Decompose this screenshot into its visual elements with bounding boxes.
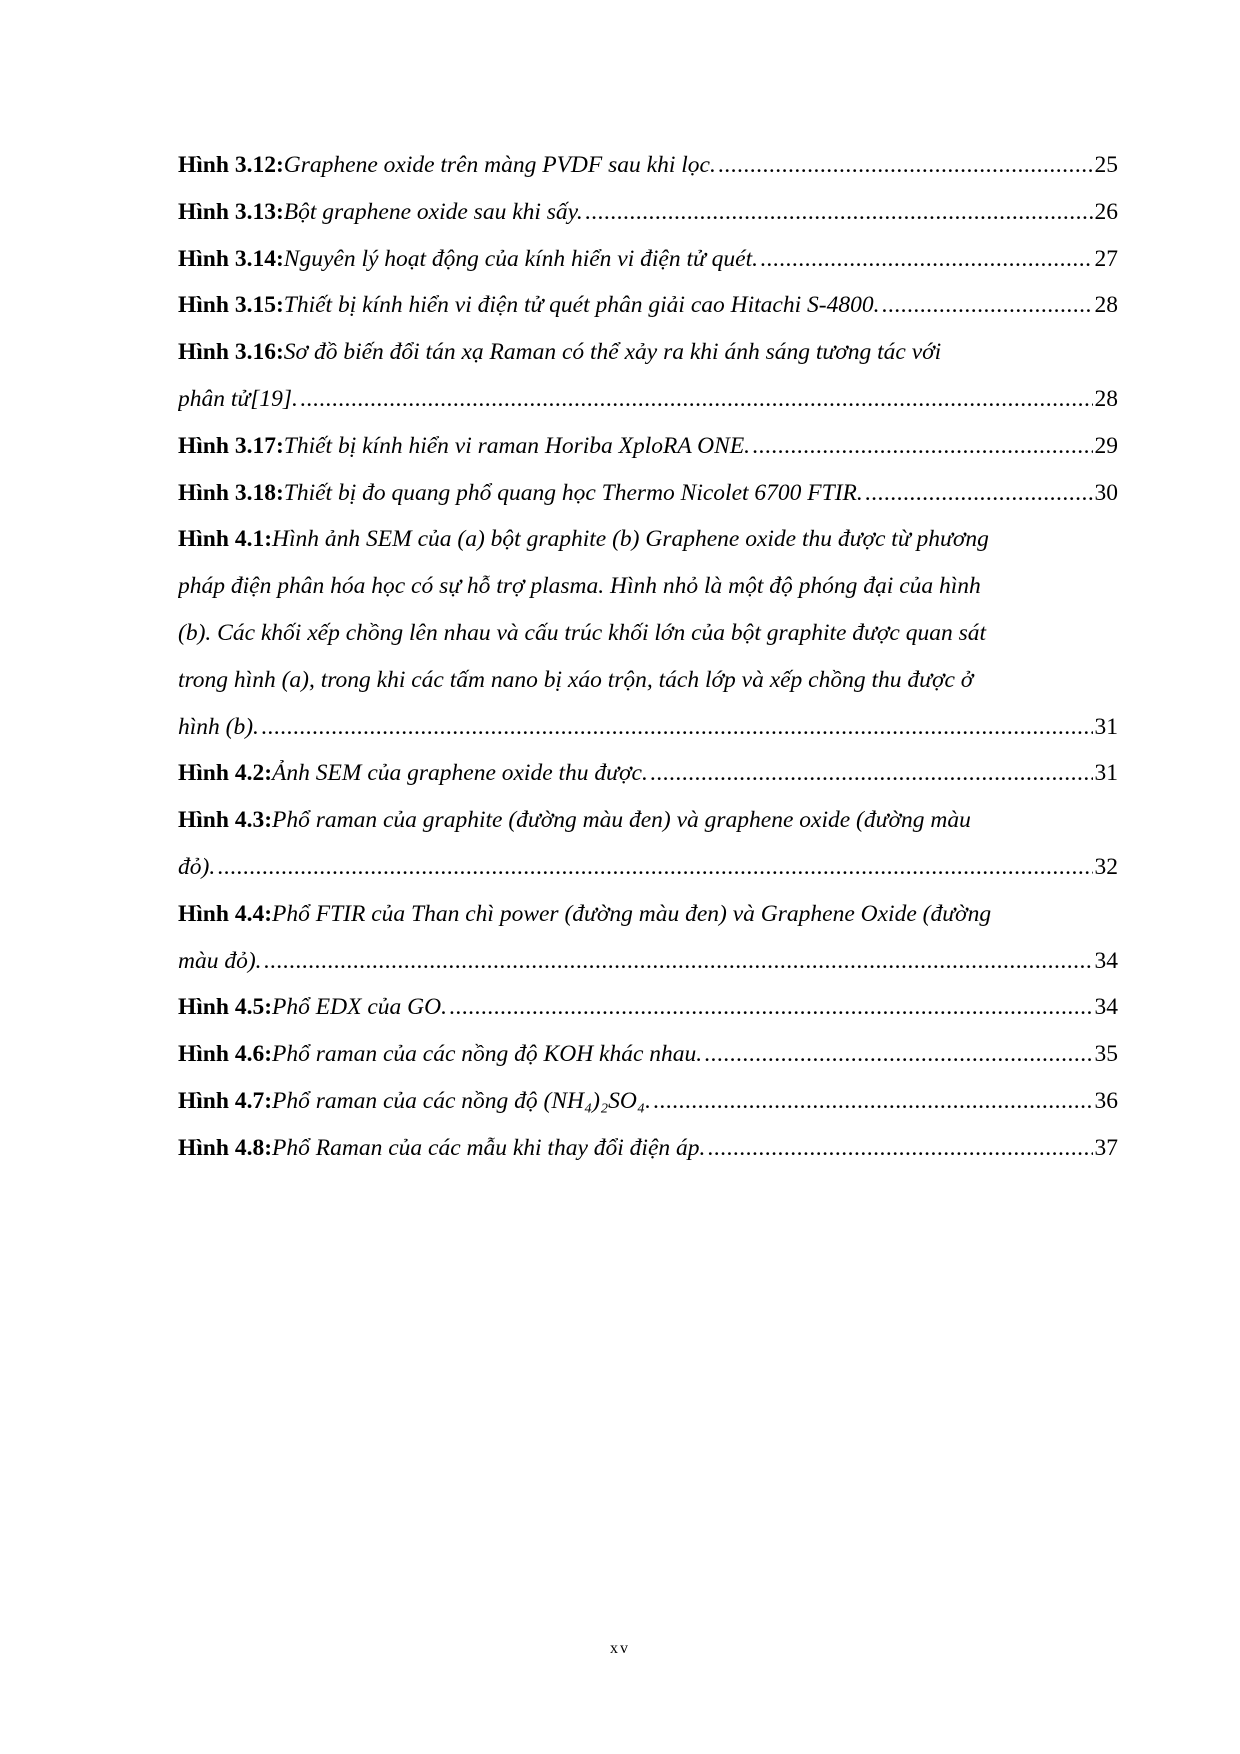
dot-leader (585, 189, 1093, 236)
toc-entry (178, 189, 1118, 236)
figure-label: Hình 3.18: (178, 479, 284, 506)
toc-entry-line-last (178, 376, 1118, 423)
figure-caption: Thiết bị đo quang phổ quang học Thermo Nicolet 6700 FTIR. (283, 479, 863, 506)
figure-label: Hình 4.6: (178, 1041, 273, 1068)
figure-caption: Phổ raman của các nồng độ KOH khác nhau. (272, 1041, 703, 1068)
toc-entry (178, 984, 1118, 1031)
toc-entry (178, 423, 1118, 470)
figure-page-number: 36 (1094, 1087, 1118, 1114)
figure-label: Hình 4.7: (178, 1087, 273, 1114)
figure-caption: phân tử[19]. (178, 385, 298, 412)
dot-leader (865, 470, 1093, 517)
dot-leader (261, 704, 1093, 751)
figure-caption: Phổ raman của các nồng độ (NH₄)₂SO₄. (272, 1087, 651, 1114)
toc-entry-line-last (178, 423, 1118, 470)
toc-entry-line-last (178, 236, 1118, 283)
figure-page-number: 32 (1094, 853, 1118, 880)
figure-page-number: 31 (1094, 713, 1118, 740)
toc-entry (178, 1031, 1118, 1078)
toc-entry (178, 750, 1118, 797)
figure-caption: Phổ FTIR của Than chì power (đường màu đen) và Graphene Oxide (đường (272, 900, 992, 927)
dot-leader (707, 1125, 1092, 1172)
figure-caption: Phổ Raman của các mẫu khi thay đổi điện áp. (272, 1134, 706, 1161)
toc-entry-line (178, 563, 1118, 610)
page-number: xv (610, 1640, 630, 1657)
dot-leader (760, 236, 1092, 283)
toc-entry-line-last (178, 844, 1118, 891)
figure-caption: Nguyên lý hoạt động của kính hiển vi điện tử quét. (283, 245, 759, 272)
toc-entry-line-last (178, 984, 1118, 1031)
toc-entry-line (178, 657, 1118, 704)
figure-caption: (b). Các khối xếp chồng lên nhau và cấu trúc khối lớn của bột graphite được quan sát (178, 619, 987, 646)
toc-entry (178, 470, 1118, 517)
figure-label: Hình 4.2: (178, 760, 273, 787)
figure-caption: đỏ). (178, 853, 216, 880)
figure-caption: Bột graphene oxide sau khi sấy. (283, 198, 583, 225)
figure-caption: Ảnh SEM của graphene oxide thu được. (272, 760, 648, 787)
figure-page-number: 31 (1094, 760, 1118, 787)
figure-page-number: 34 (1094, 994, 1118, 1021)
figure-label: Hình 4.1: (178, 526, 273, 553)
figure-label: Hình 4.8: (178, 1134, 273, 1161)
dot-leader (653, 1078, 1093, 1125)
toc-entry (178, 1078, 1118, 1125)
dot-leader (704, 1031, 1092, 1078)
toc-entry-line-last (178, 704, 1118, 751)
toc-entry-line-last (178, 938, 1118, 985)
list-of-figures (178, 142, 1118, 1172)
figure-caption: Phổ raman của graphite (đường màu đen) và graphene oxide (đường màu (272, 807, 971, 834)
toc-entry (178, 1125, 1118, 1172)
figure-label: Hình 3.15: (178, 292, 284, 319)
figure-caption: Thiết bị kính hiển vi điện tử quét phân giải cao Hitachi S-4800. (283, 292, 880, 319)
figure-page-number: 28 (1094, 385, 1118, 412)
toc-entry-line-last (178, 142, 1118, 189)
figure-caption: Hình ảnh SEM của (a) bột graphite (b) Graphene oxide thu được từ phương (272, 526, 989, 553)
toc-entry-line-last (178, 282, 1118, 329)
dot-leader (881, 282, 1092, 329)
figure-caption: Thiết bị kính hiển vi raman Horiba XploRA ONE. (283, 432, 751, 459)
figure-label: Hình 3.16: (178, 339, 284, 366)
dot-leader (264, 938, 1093, 985)
figure-caption: Phổ EDX của GO. (272, 994, 447, 1021)
figure-caption: pháp điện phân hóa học có sự hỗ trợ plasma. Hình nhỏ là một độ phóng đại của hình (178, 573, 981, 600)
toc-entry (178, 891, 1118, 985)
toc-entry-line-last (178, 1031, 1118, 1078)
toc-entry-line-last (178, 470, 1118, 517)
figure-caption: Graphene oxide trên màng PVDF sau khi lọc. (283, 152, 716, 178)
toc-entry (178, 516, 1118, 750)
dot-leader (300, 376, 1093, 423)
figure-page-number: 25 (1094, 152, 1118, 178)
toc-entry-line (178, 329, 1118, 376)
figure-page-number: 34 (1094, 947, 1118, 974)
figure-page-number: 26 (1094, 198, 1118, 225)
toc-entry (178, 282, 1118, 329)
dot-leader (217, 844, 1092, 891)
dot-leader (449, 984, 1093, 1031)
figure-page-number: 28 (1094, 292, 1118, 319)
figure-label: Hình 4.3: (178, 807, 273, 834)
toc-entry (178, 797, 1118, 891)
toc-entry (178, 236, 1118, 283)
toc-entry (178, 142, 1118, 189)
toc-entry-line-last (178, 189, 1118, 236)
figure-label: Hình 3.13: (178, 198, 284, 225)
figure-page-number: 37 (1094, 1134, 1118, 1161)
figure-label: Hình 3.12: (178, 152, 284, 178)
toc-entry-line (178, 516, 1118, 563)
figure-label: Hình 3.14: (178, 245, 284, 272)
figure-caption: hình (b). (178, 713, 259, 740)
dot-leader (718, 142, 1093, 189)
toc-entry-line-last (178, 750, 1118, 797)
figure-label: Hình 4.5: (178, 994, 273, 1021)
figure-caption: màu đỏ). (178, 947, 262, 974)
figure-caption: trong hình (a), trong khi các tấm nano bị xáo trộn, tách lớp và xếp chồng thu được ở (178, 666, 974, 693)
figure-caption: Sơ đồ biến đổi tán xạ Raman có thể xảy ra khi ánh sáng tương tác với (283, 339, 942, 366)
figure-page-number: 29 (1094, 432, 1118, 459)
figure-page-number: 35 (1094, 1041, 1118, 1068)
dot-leader (650, 750, 1093, 797)
figure-label: Hình 3.17: (178, 432, 284, 459)
dot-leader (752, 423, 1092, 470)
toc-entry (178, 329, 1118, 423)
toc-entry-line (178, 610, 1118, 657)
toc-entry-line-last (178, 1078, 1118, 1125)
figure-label: Hình 4.4: (178, 900, 273, 927)
figure-page-number: 27 (1094, 245, 1118, 272)
toc-entry-line-last (178, 1125, 1118, 1172)
figure-page-number: 30 (1094, 479, 1118, 506)
toc-entry-line (178, 797, 1118, 844)
toc-entry-line (178, 891, 1118, 938)
